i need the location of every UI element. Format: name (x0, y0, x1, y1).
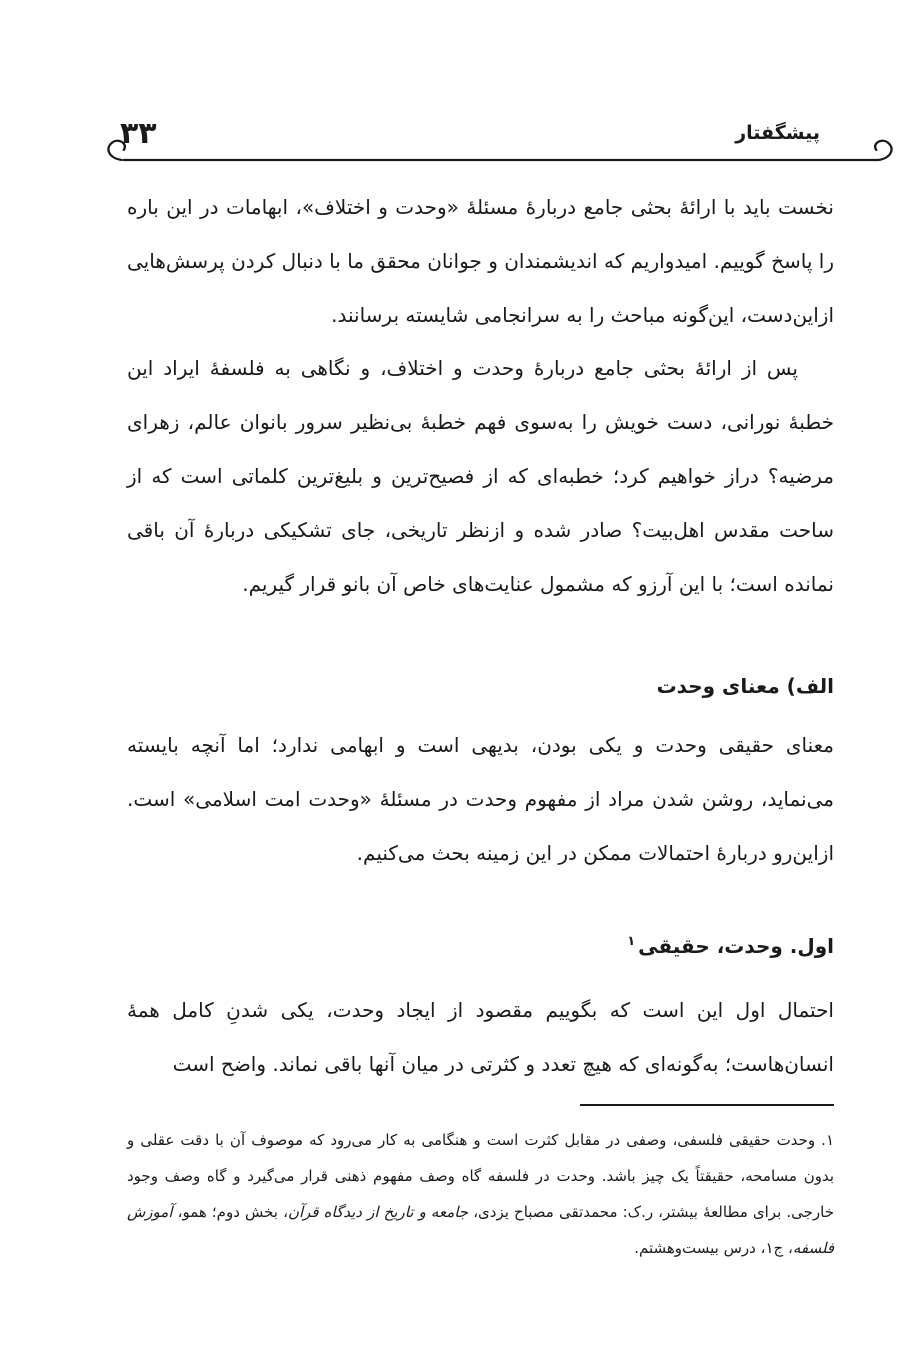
section-heading-meaning-of-unity: الف) معنای وحدت (656, 674, 834, 698)
footnote-marker: ۱ (627, 934, 636, 950)
subsection-heading-text: اول. وحدت، حقیقی (638, 934, 834, 958)
running-head (100, 116, 842, 162)
paragraph-3: معنای حقیقی وحدت و یکی بودن، بدیهی است و ابهامی ندارد؛ اما آنچه بایسته می‌نماید، روشن شدن مراد از مفهوم وحدت در مسئلهٔ «وحدت امت اسلامی» است. ازاین‌رو دربارهٔ احتمالات ممکن در این زمینه بحث می‌کنیم. (127, 733, 834, 865)
page-number: ۳۳ (120, 116, 157, 151)
footnote-text-1: ۱. وحدت حقیقی فلسفی، وصفی در مقابل کثرت است و هنگامی به کار می‌رود که موصوف آن با دقت عقلی و بدون مسامحه، حقیقتاً یک چیز باشد. وحدت در فلسفه گاه وصف مفهوم ذهنی قرار می‌گیرد و گاه وصف وجود خارجی. برای مطالعهٔ بیشتر، ر.ک: محمدتقی مصباح یزدی، (127, 1131, 834, 1221)
paragraph-1: نخست باید با ارائهٔ بحثی جامع دربارهٔ مسئلهٔ «وحدت و اختلاف»، ابهامات در این باره را پاسخ گوییم. امیدواریم که اندیشمندان و جوانان محقق ما با دنبال کردن پرسش‌هایی ازاین‌دست، این‌گونه مباحث را به سرانجامی شایسته برسانند. (127, 195, 834, 327)
footnote-text-2: ، بخش دوم؛ همو، (172, 1203, 288, 1221)
footnote-book-title-2: آموزش فلسفه (127, 1203, 834, 1257)
footnote-divider (580, 1104, 834, 1106)
paragraph-4: احتمال اول این است که بگوییم مقصود از ایجاد وحدت، یکی شدنِ کامل همهٔ انسان‌هاست؛ به‌گونه‌ای که هیچ تعدد و کثرتی در میان آنها باقی نماند. واضح است (127, 998, 834, 1076)
footnote-text-3: ، ج۱، درس بیست‌وهشتم. (634, 1239, 793, 1257)
footnote-1 (127, 1122, 834, 1266)
footnote-book-title-1: جامعه و تاریخ از دیدگاه قرآن (287, 1203, 469, 1221)
paragraph-2: پس از ارائهٔ بحثی جامع دربارهٔ وحدت و اختلاف، و نگاهی به فلسفهٔ ایراد این خطبهٔ نورانی، دست خویش را به‌سوی فهم خطبهٔ بی‌نظیر سرور بانوان عالم، زهرای مرضیه؟ دراز خواهیم کرد؛ خطبه‌ای که از فصیح‌ترین و بلیغ‌ترین کلماتی است که از ساحت مقدس اهل‌بیت؟ صادر شده و ازنظر تاریخی، جای تشکیکی دربارهٔ آن باقی نمانده است؛ با این آرزو که مشمول عنایت‌های خاص آن بانو قرار گیریم. (127, 356, 834, 596)
running-head-title: پیشگفتار (735, 122, 820, 144)
subsection-heading-real-unity (627, 934, 834, 958)
